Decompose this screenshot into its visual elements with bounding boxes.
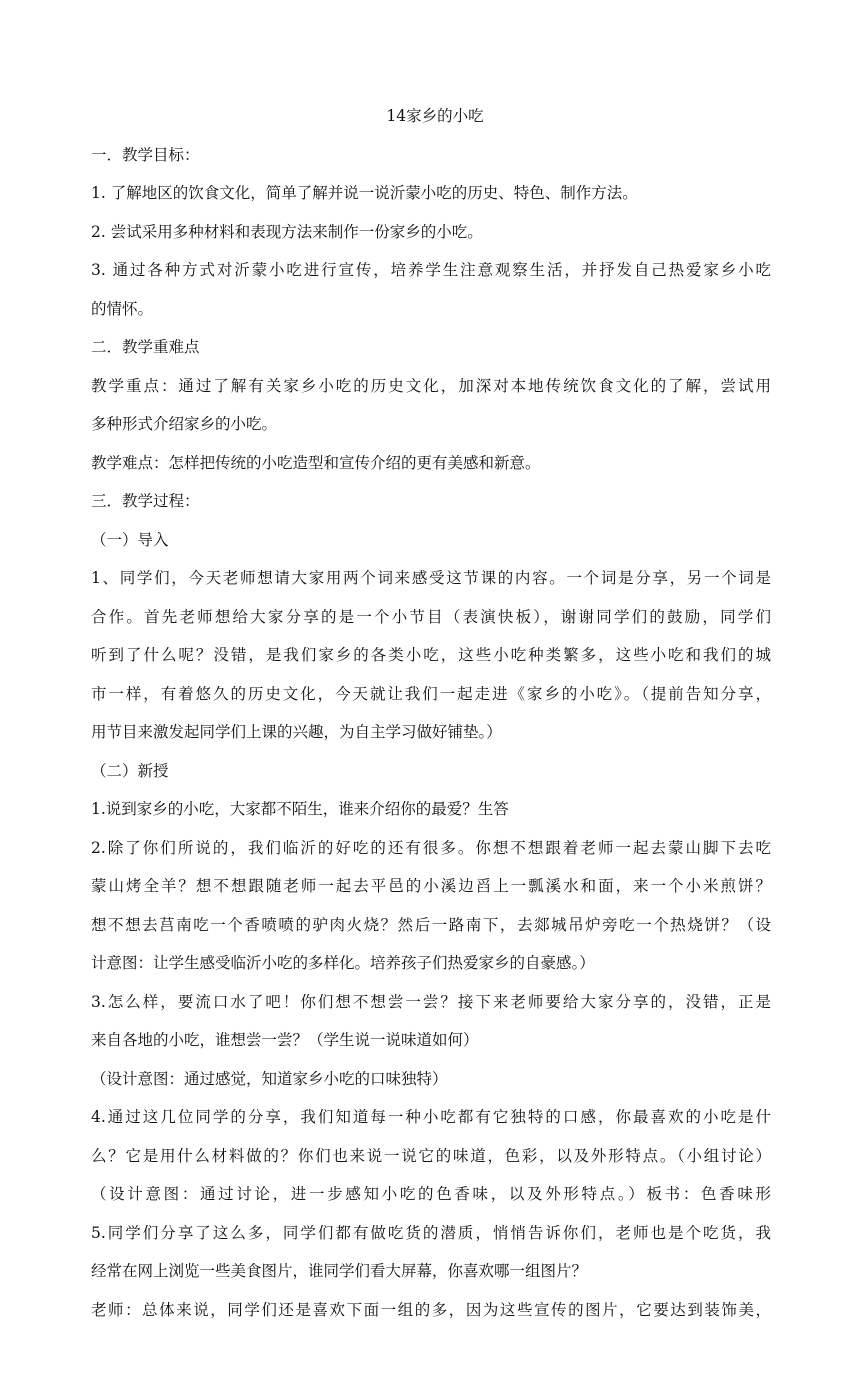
step-5-line-1: 5.同学们分享了这么多，同学们都有做吃货的潜质，悄悄告诉你们，老师也是个吃货，我 xyxy=(91,1223,771,1242)
section-heading-process: 三．教学过程： xyxy=(91,492,200,510)
teacher-summary-line: 老师：总体来说，同学们还是喜欢下面一组的多，因为这些宣传的图片，它要达到装饰美， xyxy=(91,1300,771,1319)
intro-paragraph-line-2: 合作。首先老师想给大家分享的是一个小节目（表演快板），谢谢同学们的鼓励，同学们 xyxy=(91,607,771,626)
step-3-design-intent: （设计意图：通过感觉，知道家乡小吃的口味独特） xyxy=(91,1069,448,1088)
step-2-line-3: 想不想去莒南吃一个香喷喷的驴肉火烧？然后一路南下，去郯城吊炉旁吃一个热烧饼？（设 xyxy=(91,915,771,934)
difficult-point: 教学难点：怎样把传统的小吃造型和宣传介绍的更有美感和新意。 xyxy=(91,453,541,472)
objective-3-line-2: 的情怀。 xyxy=(91,299,154,318)
key-point-line-2: 多种形式介绍家乡的小吃。 xyxy=(91,415,278,433)
objective-2: 2. 尝试采用多种材料和表现方法来制作一份家乡的小吃。 xyxy=(91,222,483,241)
step-4-design-intent: （设计意图：通过讨论，进一步感知小吃的色香味，以及外形特点。）板书：色香味形 xyxy=(91,1185,771,1203)
intro-paragraph-line-4: 市一样，有着悠久的历史文化，今天就让我们一起走进《家乡的小吃》。（提前告知分享， xyxy=(91,684,771,703)
section-heading-key-points: 二．教学重难点 xyxy=(91,338,200,356)
step-4-line-1: 4.通过这几位同学的分享，我们知道每一种小吃都有它独特的口感，你最喜欢的小吃是什 xyxy=(91,1108,771,1126)
objective-1: 1. 了解地区的饮食文化，简单了解并说一说沂蒙小吃的历史、特色、制作方法。 xyxy=(91,184,638,202)
intro-paragraph-line-3: 听到了什么呢？没错，是我们家乡的各类小吃，这些小吃种类繁多，这些小吃和我们的城 xyxy=(91,646,771,664)
intro-paragraph-line-5: 用节目来激发起同学们上课的兴趣，为自主学习做好铺垫。） xyxy=(91,723,502,741)
step-3-line-1: 3.怎么样，要流口水了吧！你们想不想尝一尝？接下来老师要给大家分享的，没错，正是 xyxy=(91,992,771,1011)
subsection-intro: （一）导入 xyxy=(91,530,169,549)
section-heading-objectives: 一．教学目标： xyxy=(91,145,200,164)
document-title: 14家乡的小吃 xyxy=(386,107,484,125)
step-4-line-2: 么？它是用什么材料做的？你们也来说一说它的味道，色彩，以及外形特点。（小组讨论） xyxy=(91,1146,771,1165)
objective-3-line-1: 3. 通过各种方式对沂蒙小吃进行宣传，培养学生注意观察生活，并抒发自己热爱家乡小吃 xyxy=(91,261,771,279)
subsection-new-lesson: （二）新授 xyxy=(91,761,169,780)
step-1: 1.说到家乡的小吃，大家都不陌生，谁来介绍你的最爱？生答 xyxy=(91,800,509,818)
step-3-line-2: 来自各地的小吃，谁想尝一尝？（学生说一说味道如何） xyxy=(91,1031,479,1049)
step-2-line-2: 蒙山烤全羊？想不想跟随老师一起去平邑的小溪边舀上一瓢溪水和面，来一个小米煎饼？ xyxy=(91,877,771,895)
document-body xyxy=(91,103,771,1335)
intro-paragraph-line-1: 1、同学们，今天老师想请大家用两个词来感受这节课的内容。一个词是分享，另一个词是 xyxy=(91,569,771,587)
step-2-line-4: 计意图：让学生感受临沂小吃的多样化。培养孩子们热爱家乡的自豪感。） xyxy=(91,954,595,972)
step-5-line-2: 经常在网上浏览一些美食图片，谁同学们看大屏幕，你喜欢哪一组图片？ xyxy=(91,1262,588,1280)
step-2-line-1: 2.除了你们所说的，我们临沂的好吃的还有很多。你想不想跟着老师一起去蒙山脚下去吃 xyxy=(91,838,771,857)
key-point-line-1: 教学重点：通过了解有关家乡小吃的历史文化，加深对本地传统饮食文化的了解，尝试用 xyxy=(91,376,771,395)
